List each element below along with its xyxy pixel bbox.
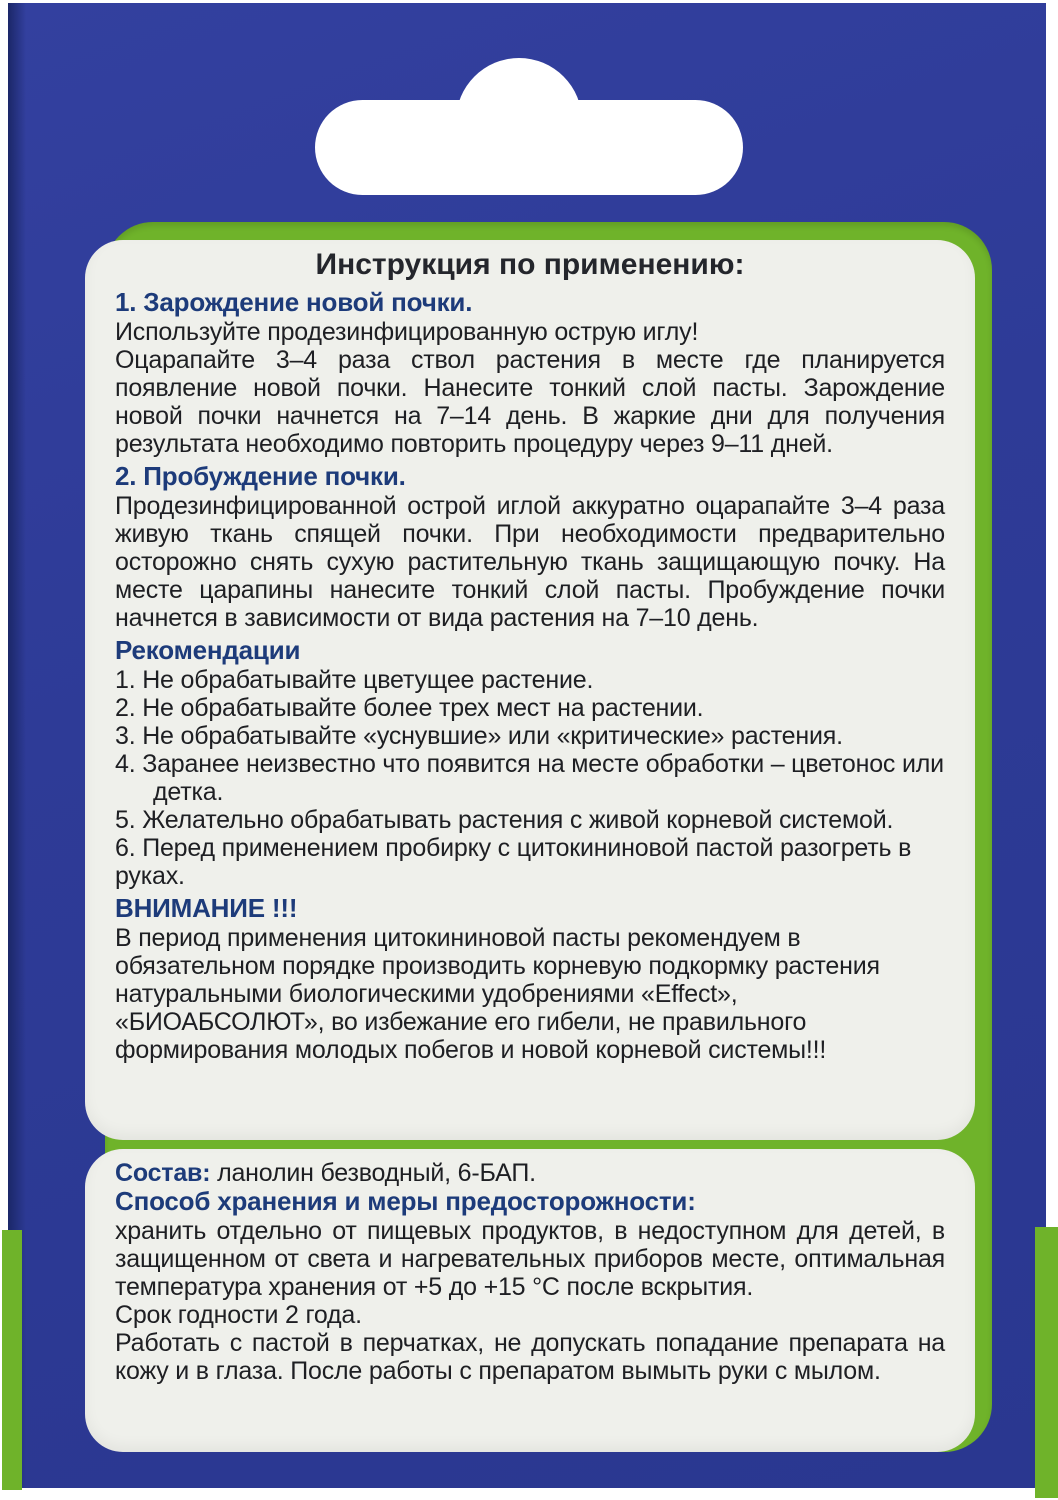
recommendation-item: 4. Заранее неизвестно что появится на месте обработки – цветонос или детка. <box>115 750 944 806</box>
section2-paragraph: Продезинфицированной острой иглой аккуратно оцарапайте 3–4 раза живую ткань спящей почки. При необходимости предварительно осторожно снять сухую растительную ткань защищающую почку. На месте царапины нанесите тонкий слой пасты. Пробуждение почки начнется в зависимости от вида растения на 7–10 день. <box>115 492 945 632</box>
section1-line1: Используйте продезинфицированную острую иглу! <box>115 318 699 346</box>
recommendations-heading: Рекомендации <box>115 635 301 665</box>
section1-heading: 1. Зарождение новой почки. <box>115 287 473 317</box>
composition-line <box>115 1159 945 1187</box>
package-back-box <box>8 3 1046 1488</box>
shelf-life-line: Срок годности 2 года. <box>115 1301 362 1329</box>
instructions-panel <box>85 240 975 1140</box>
recommendation-item: 2. Не обрабатывайте более трех мест на растении. <box>115 694 704 722</box>
warning-paragraph: В период применения цитокининовой пасты рекомендуем в обязательном порядке производить корневую подкормку растения натуральными биологическими удобрениями «Effect», «БИОАБСОЛЮТ», во избежание его гибели, не правильного формирования молодых побегов и новой корневой системы!!! <box>115 924 880 1064</box>
section1-paragraph: Оцарапайте 3–4 раза ствол растения в месте где планируется появление новой почки. Нанесите тонкий слой пасты. Зарождение новой почки начнется на 7–14 день. В жаркие дни для получения результата необходимо повторить процедуру через 9–11 дней. <box>115 346 945 458</box>
composition-label: Состав: <box>115 1159 211 1187</box>
storage-paragraph: хранить отдельно от пищевых продуктов, в недоступном для детей, в защищенном от света и нагревательных приборов месте, оптимальная температура хранения от +5 до +15 °C после вскрытия. <box>115 1217 945 1301</box>
storage-heading: Способ хранения и меры предосторожности: <box>115 1186 696 1216</box>
recommendation-item: 5. Желательно обрабатывать растения с живой корневой системой. <box>115 806 894 834</box>
handling-paragraph: Работать с пастой в перчатках, не допускать попадание препарата на кожу и в глаза. После работы с препаратом вымыть руки с мылом. <box>115 1329 945 1385</box>
warning-heading: ВНИМАНИЕ !!! <box>115 893 298 923</box>
recommendation-item: 1. Не обрабатывайте цветущее растение. <box>115 666 594 694</box>
recommendation-item: 3. Не обрабатывайте «уснувшие» или «критические» растения. <box>115 722 843 750</box>
composition-value: ланолин безводный, 6-БАП. <box>210 1159 536 1187</box>
recommendation-item: 6. Перед применением пробирку с цитокининовой пастой разогреть в руках. <box>115 834 912 890</box>
background-green-strip-right <box>1035 1227 1058 1498</box>
euro-hang-hole-bump <box>456 58 582 184</box>
section2-heading: 2. Пробуждение почки. <box>115 461 406 491</box>
page-title: Инструкция по применению: <box>315 248 745 281</box>
details-panel <box>85 1149 975 1452</box>
background-green-strip-left <box>2 1230 22 1490</box>
